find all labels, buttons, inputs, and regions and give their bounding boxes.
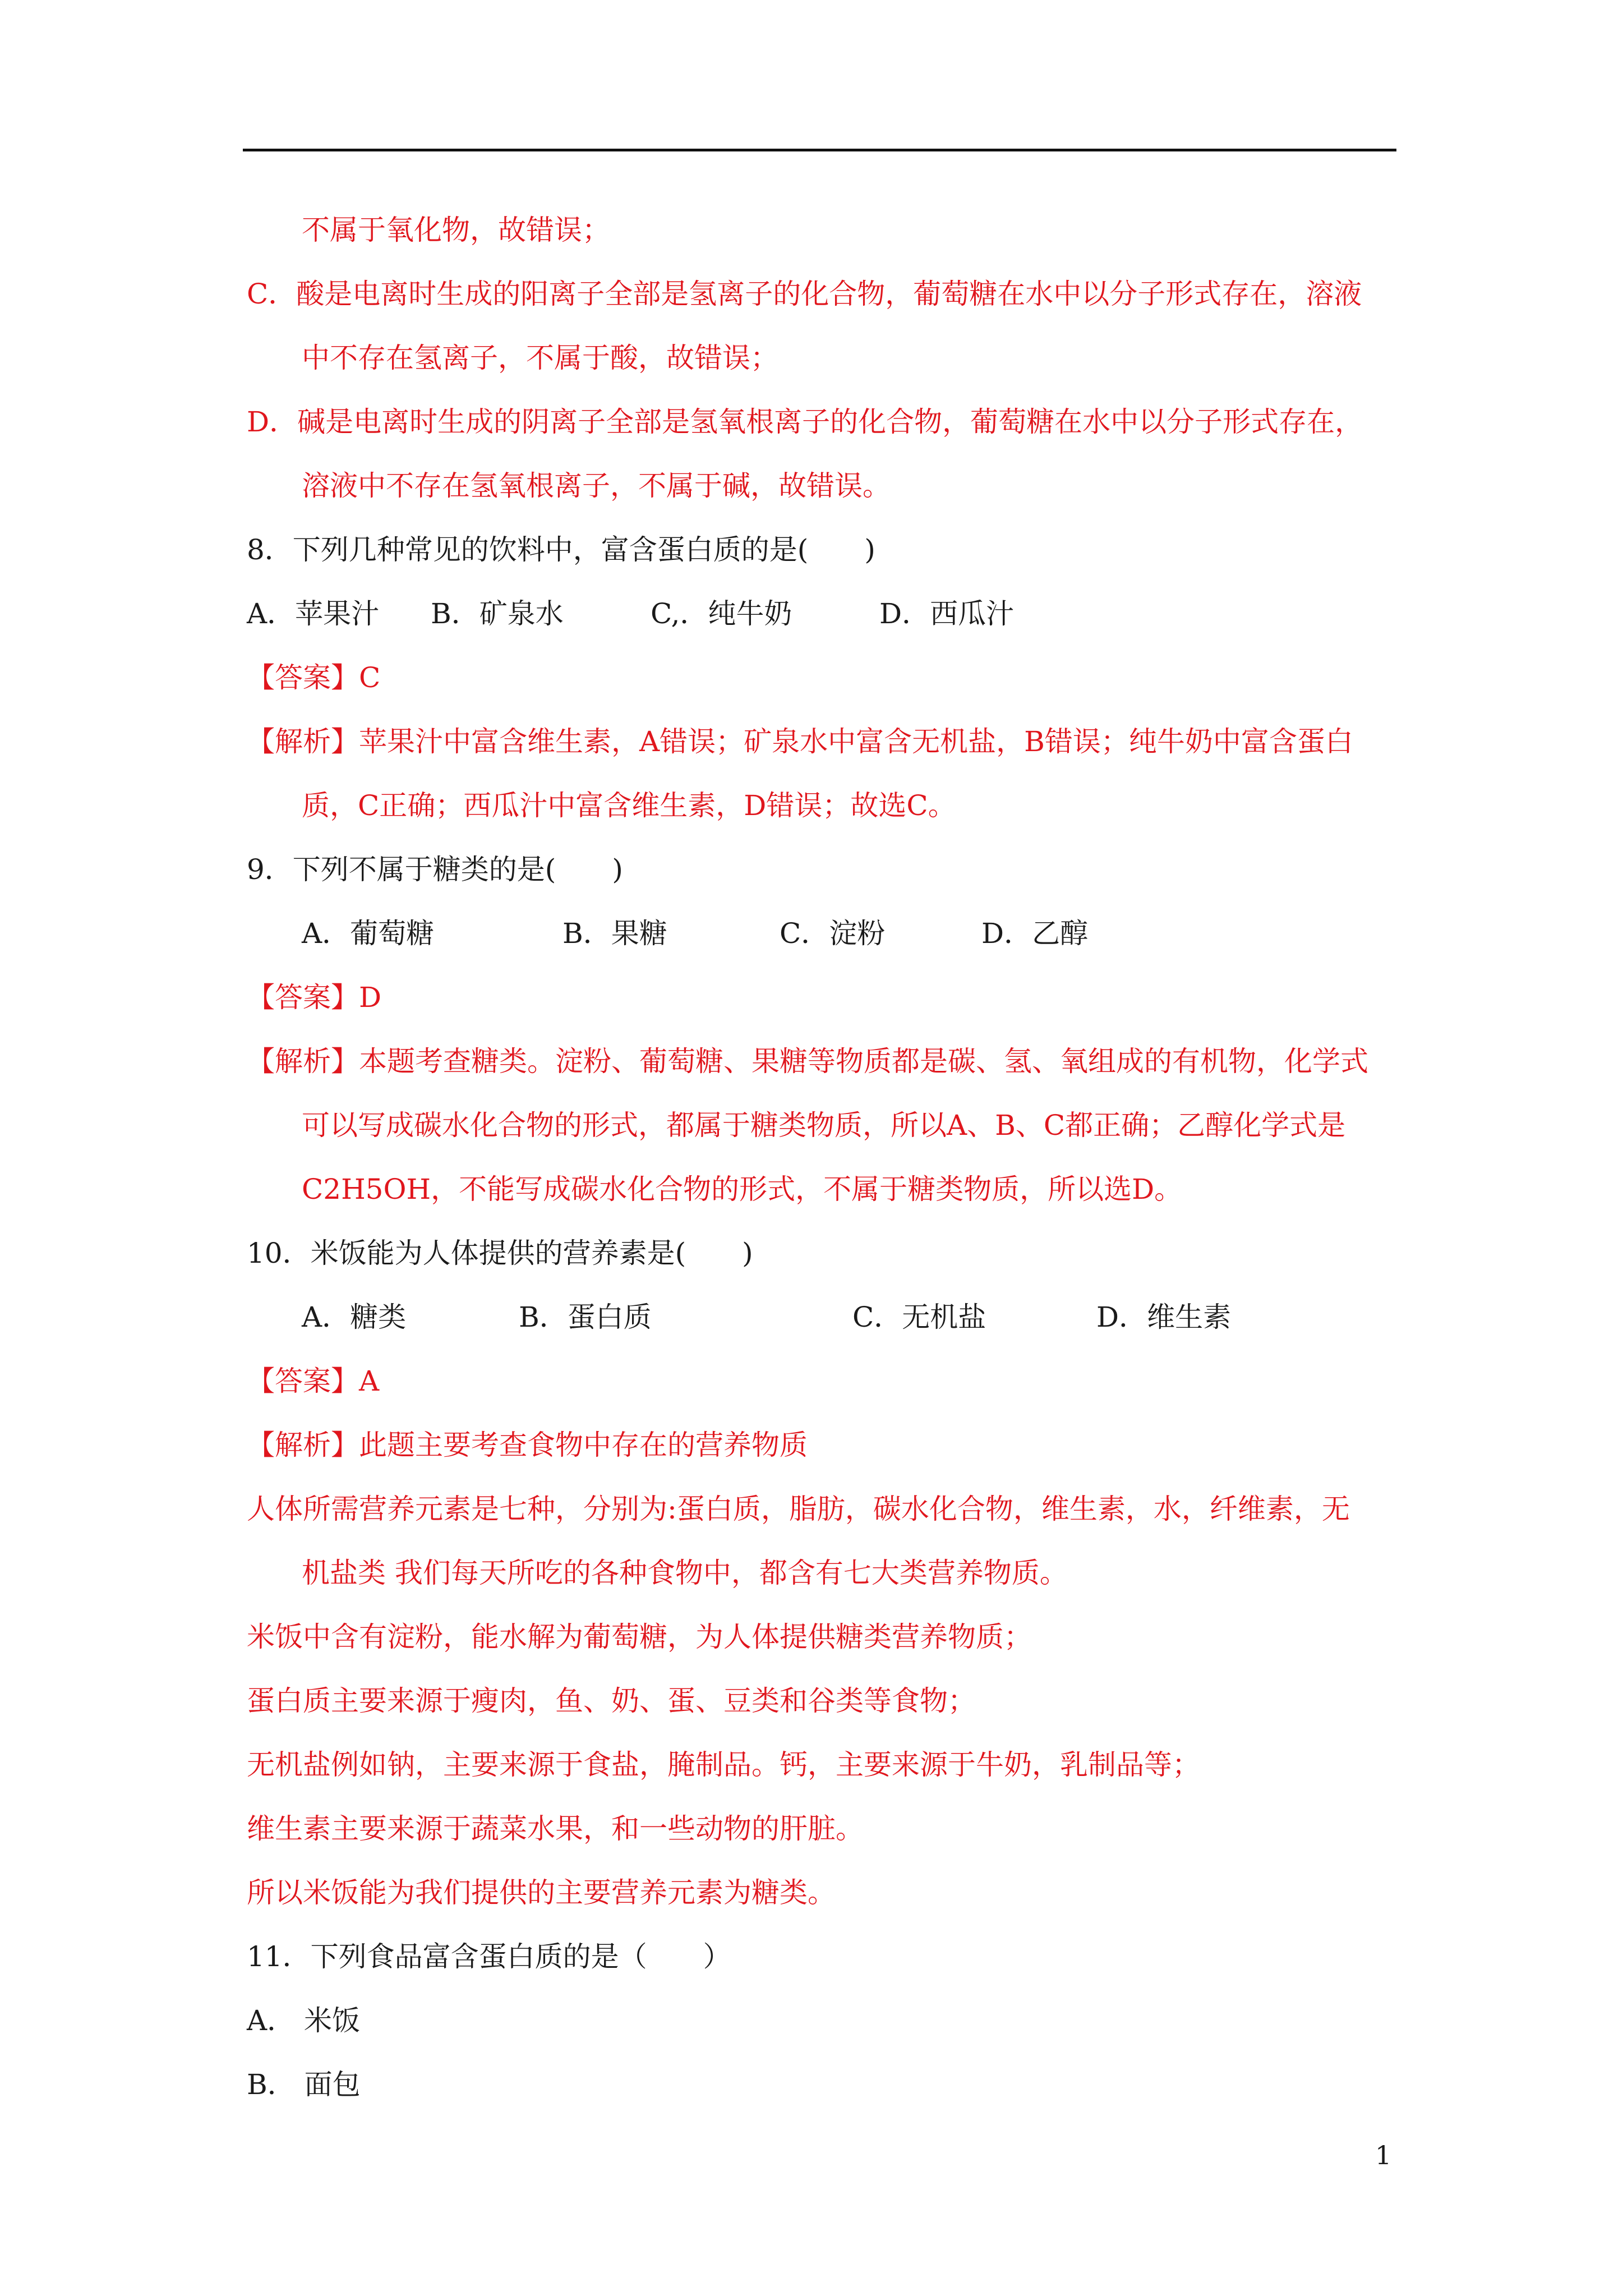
analysis-10-cont: 维生素主要来源于蔬菜水果，和一些动物的肝脏。 bbox=[247, 1812, 864, 1845]
q8-option-a: A．苹果汁 bbox=[247, 597, 380, 630]
text-line: C．酸是电离时生成的阳离子全部是氢离子的化合物，葡萄糖在水中以分子形式存在，溶液 bbox=[247, 278, 1362, 310]
q8-option-d: D．西瓜汁 bbox=[879, 597, 1015, 630]
question-11: 11．下列食品富含蛋白质的是（ ） bbox=[247, 1940, 731, 1973]
q10-option-d: D．维生素 bbox=[1096, 1301, 1232, 1333]
analysis-10-cont: 机盐类 我们每天所吃的各种食物中，都含有七大类营养物质。 bbox=[302, 1557, 1068, 1589]
q9-option-b: B．果糖 bbox=[562, 917, 667, 950]
question-8: 8．下列几种常见的饮料中，富含蛋白质的是( ) bbox=[247, 533, 875, 566]
text-line: D．碱是电离时生成的阴离子全部是氢氧根离子的化合物，葡萄糖在水中以分子形式存在， bbox=[247, 406, 1363, 438]
q10-option-c: C．无机盐 bbox=[852, 1301, 986, 1333]
q9-option-d: D．乙醇 bbox=[981, 917, 1089, 950]
analysis-9: 【解析】本题考查糖类。淀粉、葡萄糖、果糖等物质都是碳、氢、氧组成的有机物，化学式 bbox=[247, 1045, 1368, 1078]
answer-10: 【答案】A bbox=[247, 1365, 380, 1397]
analysis-8-cont: 质，C正确；西瓜汁中富含维生素，D错误；故选C。 bbox=[302, 789, 956, 822]
text-line: 不属于氧化物，故错误； bbox=[302, 214, 610, 246]
q9-option-c: C．淀粉 bbox=[780, 917, 886, 950]
analysis-10-cont: 人体所需营养元素是七种，分别为:蛋白质，脂肪，碳水化合物，维生素，水，纤维素，无 bbox=[247, 1493, 1350, 1525]
analysis-9-cont: C2H5OH，不能写成碳水化合物的形式，不属于糖类物质，所以选D。 bbox=[302, 1173, 1183, 1205]
analysis-10-cont: 米饭中含有淀粉，能水解为葡萄糖，为人体提供糖类营养物质； bbox=[247, 1621, 1032, 1653]
q11-option-a: A． 米饭 bbox=[247, 2004, 361, 2037]
q8-option-b: B．矿泉水 bbox=[431, 597, 564, 630]
page-number: 1 bbox=[1375, 2140, 1392, 2170]
question-10: 10．米饭能为人体提供的营养素是( ) bbox=[247, 1237, 753, 1269]
analysis-10-cont: 所以米饭能为我们提供的主要营养元素为糖类。 bbox=[247, 1876, 836, 1909]
answer-8: 【答案】C bbox=[247, 661, 381, 694]
q10-option-a: A．糖类 bbox=[302, 1301, 407, 1333]
analysis-10-cont: 蛋白质主要来源于瘦肉，鱼、奶、蛋、豆类和谷类等食物； bbox=[247, 1685, 976, 1717]
question-9: 9．下列不属于糖类的是( ) bbox=[247, 853, 623, 886]
analysis-9-cont: 可以写成碳水化合物的形式，都属于糖类物质，所以A、B、C都正确；乙醇化学式是 bbox=[302, 1109, 1346, 1142]
analysis-10: 【解析】此题主要考查食物中存在的营养物质 bbox=[247, 1429, 808, 1461]
analysis-8: 【解析】苹果汁中富含维生素，A错误；矿泉水中富含无机盐，B错误；纯牛奶中富含蛋白 bbox=[247, 725, 1353, 758]
q11-option-b: B． 面包 bbox=[247, 2068, 361, 2101]
answer-9: 【答案】D bbox=[247, 981, 382, 1014]
q9-option-a: A．葡萄糖 bbox=[302, 917, 435, 950]
text-line: 中不存在氢离子，不属于酸，故错误； bbox=[302, 342, 778, 374]
text-line: 溶液中不存在氢氧根离子，不属于碱，故错误。 bbox=[302, 470, 891, 502]
header-rule bbox=[243, 149, 1396, 151]
q8-option-c: C,．纯牛奶 bbox=[651, 597, 792, 630]
q10-option-b: B．蛋白质 bbox=[519, 1301, 652, 1333]
analysis-10-cont: 无机盐例如钠，主要来源于食盐，腌制品。钙，主要来源于牛奶，乳制品等； bbox=[247, 1749, 1200, 1781]
